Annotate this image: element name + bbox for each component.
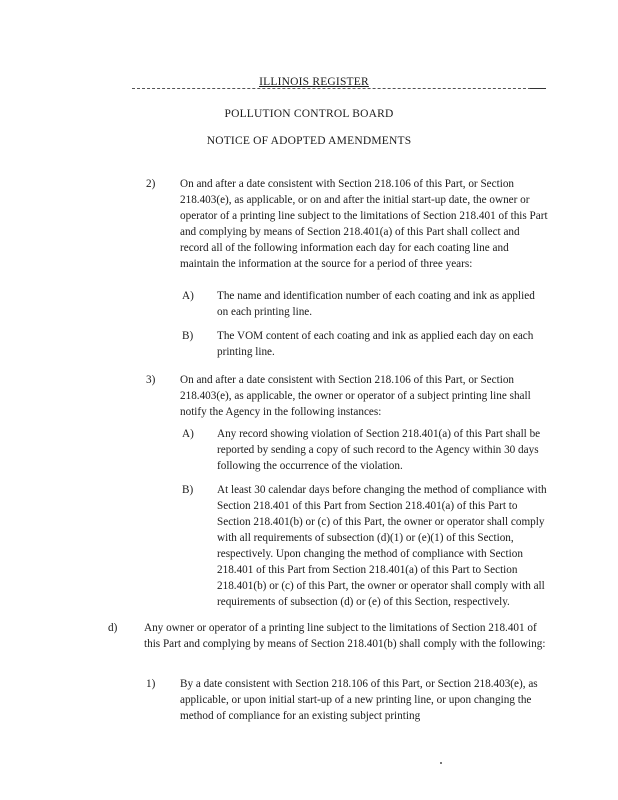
item-text: Any owner or operator of a printing line subject to the limitations of Section 218.401 of this Part and complying by means of Section 218.401(b) shall comply with the following: bbox=[144, 622, 546, 650]
item-label: 3) bbox=[146, 374, 156, 386]
item-label: A) bbox=[182, 290, 194, 302]
item-text: The name and identification number of each coating and ink as applied on each printing line. bbox=[217, 290, 535, 318]
item-text: On and after a date consistent with Section 218.106 of this Part, or Section 218.403(e), as applicable, or on and after the initial start-up date, the owner or operator of a printing line subject to the limitations of Section 218.401 of this Part and complying by means of Section 218.401(a) of this Part shall collect and record all of the following information each day for each coating line and maintain the information at the source for a period of three years: bbox=[180, 178, 548, 270]
item-label: A) bbox=[182, 428, 194, 440]
item-text: On and after a date consistent with Section 218.106 of this Part, or Section 218.403(e), as applicable, the owner or operator of a subject printing line shall notify the Agency in the following instances: bbox=[180, 374, 531, 418]
header-rule-end bbox=[530, 88, 546, 89]
item-text: At least 30 calendar days before changing the method of compliance with Section 218.401 of this Part from Section 218.401(a) of this Part to Section 218.401(b) or (c) of this Part, the owner or operator shall comply with all requirements of subsection (d)(1) or (e)(1) of this Section, respectively. Upon changing the method of compliance with Section 218.401 of this Part from Section 218.401(a) of this Part to Section 218.401(b) or (c) of this Part, the owner or operator shall comply with all requirements of subsection (d) or (e) of this Section, respectively. bbox=[217, 484, 547, 608]
board-title: POLLUTION CONTROL BOARD bbox=[224, 108, 394, 120]
item-label: B) bbox=[182, 330, 194, 342]
item-label: B) bbox=[182, 484, 194, 496]
register-title: ILLINOIS REGISTER bbox=[259, 76, 369, 88]
item-text: Any record showing violation of Section 218.401(a) of this Part shall be reported by sending a copy of such record to the Agency within 30 days following the occurrence of the violation. bbox=[217, 428, 541, 472]
item-label: d) bbox=[108, 622, 118, 634]
item-label: 1) bbox=[146, 678, 156, 690]
item-text: The VOM content of each coating and ink as applied each day on each printing line. bbox=[217, 330, 534, 358]
item-label: 2) bbox=[146, 178, 156, 190]
notice-title: NOTICE OF ADOPTED AMENDMENTS bbox=[206, 135, 412, 147]
item-text: By a date consistent with Section 218.106 of this Part, or Section 218.403(e), as applicable, or upon initial start-up of a new printing line, or upon changing the method of compliance for an existing subject printing bbox=[180, 678, 538, 722]
scan-speck bbox=[440, 762, 442, 764]
header-rule bbox=[132, 88, 546, 89]
